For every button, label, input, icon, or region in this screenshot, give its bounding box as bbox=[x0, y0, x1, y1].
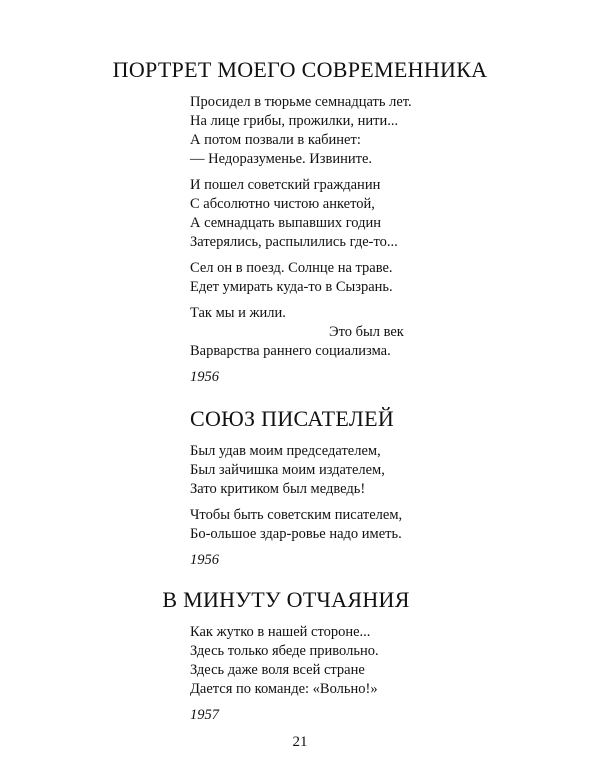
poem-line: Здесь только ябеде привольно. bbox=[190, 643, 379, 659]
poem-line-indented: Это был век bbox=[329, 324, 404, 340]
poem-line: Был зайчишка моим издателем, bbox=[190, 462, 385, 478]
poem-line: Здесь даже воля всей стране bbox=[190, 662, 365, 678]
poem-line: Зато критиком был медведь! bbox=[190, 481, 366, 497]
page-number: 21 bbox=[292, 734, 308, 750]
poem-line: — Недоразуменье. Извините. bbox=[190, 151, 373, 167]
poem-line: Сел он в поезд. Солнце на траве. bbox=[190, 260, 393, 276]
poem-title: ПОРТРЕТ МОЕГО СОВРЕМЕННИКА bbox=[112, 57, 488, 82]
poem-line: Чтобы быть советским писателем, bbox=[190, 507, 403, 523]
poem-year: 1956 bbox=[190, 552, 219, 568]
poem-title: СОЮЗ ПИСАТЕЛЕЙ bbox=[189, 406, 395, 431]
poem-year: 1957 bbox=[190, 707, 219, 723]
poem-line: А потом позвали в кабинет: bbox=[190, 132, 361, 148]
poem-line: Как жутко в нашей стороне... bbox=[190, 624, 371, 640]
poem-line: А семнадцать выпавших годин bbox=[190, 215, 382, 231]
poem-line: Так мы и жили. bbox=[190, 305, 286, 321]
poem-title: В МИНУТУ ОТЧАЯНИЯ bbox=[162, 587, 410, 612]
poem-line: С абсолютно чистою анкетой, bbox=[190, 196, 375, 212]
poem-line: Варварства раннего социализма. bbox=[190, 343, 391, 359]
poem-line: Дается по команде: «Вольно!» bbox=[190, 681, 378, 697]
poem-line: Затерялись, распылились где-то... bbox=[190, 234, 398, 250]
poem-line: Был удав моим председателем, bbox=[190, 443, 381, 459]
poem-line: И пошел советский гражданин bbox=[190, 177, 381, 193]
poem-year: 1956 bbox=[190, 369, 219, 385]
poem-line: Едет умирать куда-то в Сызрань. bbox=[190, 279, 393, 295]
poem-line: Бо-ольшое здар-ровье надо иметь. bbox=[190, 526, 402, 542]
poem-line: Просидел в тюрьме семнадцать лет. bbox=[190, 94, 412, 110]
poem-line: На лице грибы, прожилки, нити... bbox=[190, 113, 399, 129]
